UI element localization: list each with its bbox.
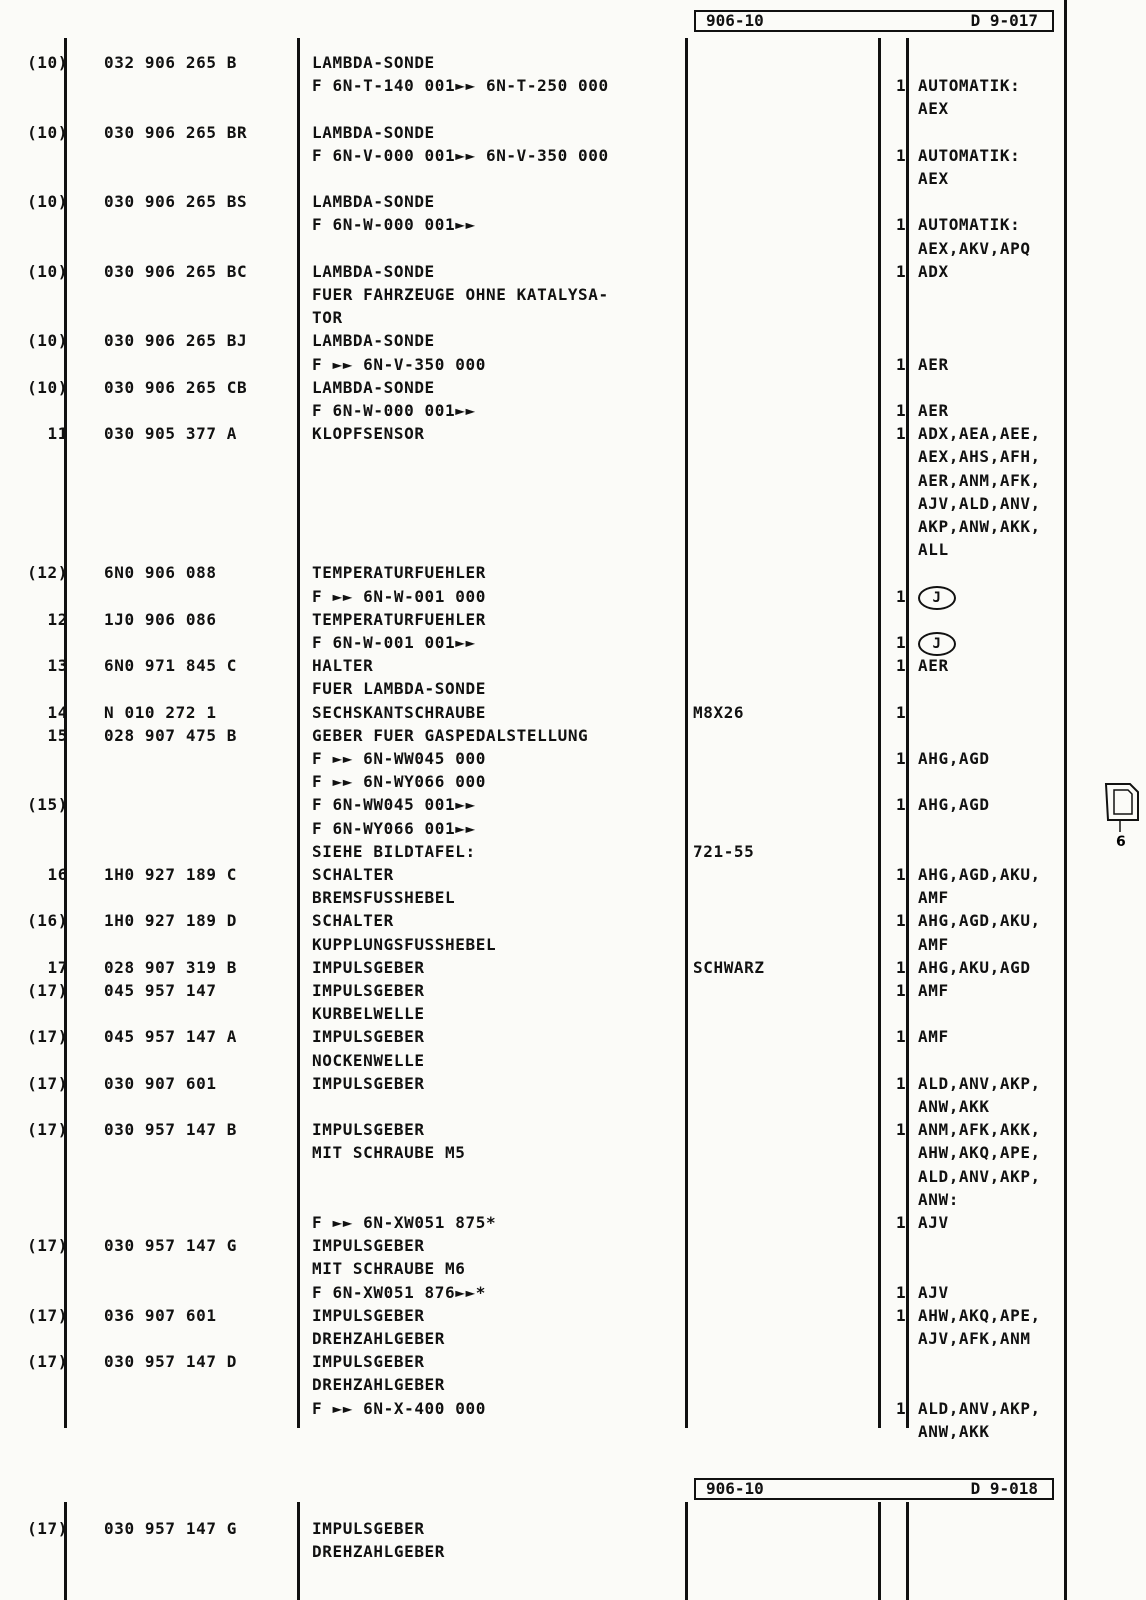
table-row [0,214,1060,236]
table-row [0,1235,1060,1257]
page-header-top [694,10,1054,32]
part-number: 036 907 601 [104,1305,217,1325]
table-row [0,887,1060,909]
item-ref: (10) [27,122,68,142]
part-number: 030 957 147 G [104,1236,238,1256]
description: LAMBDA-SONDE [312,261,435,281]
models: AJV [918,1213,949,1232]
item-ref: (16) [27,911,68,931]
table-row [0,957,1060,979]
models: ANW: [918,1189,959,1209]
table-row [0,586,1060,608]
table-row [0,52,1060,74]
item-ref: (17) [27,1027,68,1047]
quantity: 1 [896,1305,907,1325]
table-row [0,354,1060,376]
models: AMF [918,888,949,908]
page-number: D 9-017 [970,11,1038,30]
group-number: 906-10 [706,1479,764,1498]
circled-note-icon: J [918,632,956,656]
models: AHG,AGD [918,795,990,815]
description: KURBELWELLE [312,1004,425,1024]
models: AHG,AKU,AGD [918,957,1031,977]
description: TEMPERATURFUEHLER [312,609,486,629]
description: LAMBDA-SONDE [312,377,435,397]
description: IMPULSGEBER [312,957,425,977]
description: LAMBDA-SONDE [312,122,435,142]
table-row [0,284,1060,306]
table-row [0,1421,1060,1443]
models: AEX [918,99,949,119]
table-row [0,516,1060,538]
table-row [0,1026,1060,1048]
item-ref: (17) [27,1305,68,1325]
description: F ►► 6N-WY066 000 [312,772,486,792]
description: SCHALTER [312,865,394,884]
quantity: 1 [896,215,907,235]
models: AER,ANM,AFK, [918,470,1041,490]
table-row [0,562,1060,584]
dimension: SCHWARZ [693,957,765,977]
edge-tab-number: 6 [1116,834,1126,850]
table-row [0,725,1060,747]
part-number: 030 957 147 D [104,1352,238,1372]
table-row [0,1282,1060,1304]
table-row [0,238,1060,260]
part-number: 030 906 265 BJ [104,331,248,351]
description: SECHSKANTSCHRAUBE [312,702,486,722]
group-number: 906-10 [706,11,764,30]
dimension: 721-55 [693,841,755,861]
models: AER [918,401,949,420]
quantity: 1 [896,795,907,815]
table-row [0,655,1060,677]
table-row [0,678,1060,700]
description: NOCKENWELLE [312,1050,425,1070]
quantity: 1 [896,1398,907,1418]
models: AUTOMATIK: [918,76,1021,96]
description: IMPULSGEBER [312,1027,425,1047]
table-row [0,702,1060,724]
quantity: 1 [896,911,907,931]
quantity: 1 [896,354,907,374]
item-ref: (10) [27,192,68,212]
quantity: 1 [896,1120,907,1140]
description: LAMBDA-SONDE [312,192,435,212]
circled-note-icon: J [918,586,956,610]
table-row [0,1518,1060,1540]
quantity: 1 [896,656,907,676]
models: ALD,ANV,AKP, [918,1073,1041,1093]
part-number: 030 906 265 CB [104,377,248,397]
part-number: 030 957 147 G [104,1519,238,1538]
table-row [0,307,1060,329]
models: AER [918,354,949,374]
item-ref: 11 [47,424,68,444]
part-number: 032 906 265 B [104,53,238,72]
table-row [0,1189,1060,1211]
table-row [0,1328,1060,1350]
description: F ►► 6N-W-001 000 [312,586,486,606]
table-row [0,493,1060,515]
models: ADX [918,261,949,281]
item-ref: (15) [27,795,68,815]
page-header-bottom [694,1478,1054,1500]
part-number: 1H0 927 189 D [104,911,238,931]
quantity: 1 [896,957,907,977]
table-row [0,771,1060,793]
description: IMPULSGEBER [312,1073,425,1093]
description: IMPULSGEBER [312,1352,425,1372]
table-row [0,446,1060,468]
models: AMF [918,981,949,1000]
description: IMPULSGEBER [312,1120,425,1140]
part-number: 6N0 906 088 [104,563,217,583]
quantity: 1 [896,749,907,768]
item-ref: (12) [27,563,68,583]
models: ALD,ANV,AKP, [918,1398,1041,1418]
quantity: 1 [896,424,907,444]
models: AUTOMATIK: [918,145,1021,165]
quantity: 1 [896,145,907,165]
table-row [0,864,1060,886]
table-row [0,980,1060,1002]
table-row [0,1050,1060,1072]
quantity: 1 [896,1073,907,1093]
part-number: 045 957 147 A [104,1027,238,1047]
description: FUER FAHRZEUGE OHNE KATALYSA- [312,285,609,304]
description: SIEHE BILDTAFEL: [312,841,476,861]
part-number: 1J0 906 086 [104,609,217,629]
table-row [0,1541,1060,1563]
quantity: 1 [896,1282,907,1302]
table-row [0,145,1060,167]
description: LAMBDA-SONDE [312,331,435,351]
models: AHG,AGD,AKU, [918,911,1041,931]
table-row [0,122,1060,144]
table-row [0,632,1060,654]
description: FUER LAMBDA-SONDE [312,679,486,699]
description: IMPULSGEBER [312,981,425,1000]
table-row [0,1166,1060,1188]
description: F ►► 6N-X-400 000 [312,1398,486,1418]
dimension: M8X26 [693,702,745,722]
quantity: 1 [896,1213,907,1232]
part-number: 030 906 265 BC [104,261,248,281]
description: F ►► 6N-XW051 875* [312,1213,497,1232]
item-ref: (10) [27,377,68,397]
models: ALD,ANV,AKP, [918,1166,1041,1186]
description: LAMBDA-SONDE [312,53,435,72]
quantity: 1 [896,586,907,606]
item-ref: 13 [47,656,68,676]
description: TOR [312,308,343,328]
description: HALTER [312,656,374,676]
table-row [0,470,1060,492]
models: AHW,AKQ,APE, [918,1143,1041,1163]
item-ref: 15 [47,725,68,745]
quantity: 1 [896,865,907,884]
part-number: 030 905 377 A [104,424,238,444]
table-row [0,98,1060,120]
models: AEX,AKV,APQ [918,238,1031,258]
description: F 6N-T-140 001►► 6N-T-250 000 [312,76,609,96]
table-row [0,400,1060,422]
description: TEMPERATURFUEHLER [312,563,486,583]
models: AHG,AGD,AKU, [918,865,1041,884]
table-row [0,818,1060,840]
table-row [0,910,1060,932]
description: F 6N-W-000 001►► [312,215,476,235]
item-ref: (17) [27,1352,68,1372]
description: F 6N-W-001 001►► [312,633,476,652]
table-row [0,1003,1060,1025]
models: AMF [918,1027,949,1047]
description: GEBER FUER GASPEDALSTELLUNG [312,725,589,745]
item-ref: (17) [27,1120,68,1140]
models: ANW,AKK [918,1097,990,1116]
table-row [0,1073,1060,1095]
table-row [0,539,1060,561]
models: AEX [918,169,949,188]
description: F ►► 6N-WW045 000 [312,749,486,768]
description: F 6N-W-000 001►► [312,401,476,420]
quantity: 1 [896,1027,907,1047]
table-row [0,168,1060,190]
table-row [0,75,1060,97]
table-row [0,1212,1060,1234]
quantity: 1 [896,76,907,96]
item-ref: 16 [47,865,68,884]
table-row [0,1398,1060,1420]
description: F 6N-XW051 876►►* [312,1282,486,1302]
description: KLOPFSENSOR [312,424,425,444]
item-ref: (17) [27,1236,68,1256]
part-number: 030 957 147 B [104,1120,238,1140]
table-row [0,841,1060,863]
models: AMF [918,934,949,954]
part-number: 028 907 319 B [104,957,238,977]
models: ADX,AEA,AEE, [918,424,1041,444]
models: AUTOMATIK: [918,215,1021,235]
item-ref: 14 [47,702,68,722]
table-row [0,794,1060,816]
part-number: 030 906 265 BR [104,122,248,142]
table-row [0,1374,1060,1396]
item-ref: (17) [27,981,68,1000]
description: IMPULSGEBER [312,1305,425,1325]
part-number: 045 957 147 [104,981,217,1000]
item-ref: (10) [27,331,68,351]
description: KUPPLUNGSFUSSHEBEL [312,934,497,954]
description: MIT SCHRAUBE M5 [312,1143,466,1163]
item-ref: (17) [27,1073,68,1093]
column-rule-right [1064,0,1067,1600]
part-number: 030 907 601 [104,1073,217,1093]
description: F 6N-V-000 001►► 6N-V-350 000 [312,145,609,165]
part-number: 030 906 265 BS [104,192,248,212]
table-row [0,191,1060,213]
part-number: 028 907 475 B [104,725,238,745]
table-row [0,423,1060,445]
description: F ►► 6N-V-350 000 [312,354,486,374]
part-number: 6N0 971 845 C [104,656,238,676]
models: ALL [918,540,949,560]
table-row [0,609,1060,631]
models: AHW,AKQ,APE, [918,1305,1041,1325]
part-number: 1H0 927 189 C [104,865,238,884]
table-row [0,1351,1060,1373]
table-row [0,748,1060,770]
models: ANW,AKK [918,1421,990,1441]
description: IMPULSGEBER [312,1236,425,1256]
models: AEX,AHS,AFH, [918,447,1041,467]
quantity: 1 [896,401,907,420]
edge-tab-icon [1100,780,1142,850]
models: AJV,ALD,ANV, [918,493,1041,513]
item-ref: (17) [27,1519,68,1538]
models: AKP,ANW,AKK, [918,517,1041,536]
part-number: N 010 272 1 [104,702,217,722]
table-row [0,934,1060,956]
description: DREHZAHLGEBER [312,1329,446,1348]
table-row [0,261,1060,283]
item-ref: (10) [27,53,68,72]
table-row [0,330,1060,352]
page-number: D 9-018 [970,1479,1038,1498]
table-row [0,1142,1060,1164]
description: SCHALTER [312,911,394,931]
description: IMPULSGEBER [312,1519,425,1538]
table-row [0,1258,1060,1280]
models: AJV,AFK,ANM [918,1329,1031,1348]
table-row [0,1305,1060,1327]
quantity: 1 [896,981,907,1000]
quantity: 1 [896,633,907,652]
models: ANM,AFK,AKK, [918,1120,1041,1140]
quantity: 1 [896,261,907,281]
quantity: 1 [896,702,907,722]
table-row [0,1096,1060,1118]
description: F 6N-WW045 001►► [312,795,476,815]
description: BREMSFUSSHEBEL [312,888,456,908]
item-ref: (10) [27,261,68,281]
description: DREHZAHLGEBER [312,1542,446,1562]
description: DREHZAHLGEBER [312,1375,446,1395]
description: F 6N-WY066 001►► [312,818,476,838]
item-ref: 17 [47,957,68,977]
models: AHG,AGD [918,749,990,768]
table-row [0,377,1060,399]
description: MIT SCHRAUBE M6 [312,1259,466,1279]
item-ref: 12 [47,609,68,629]
models: AER [918,656,949,676]
models: AJV [918,1282,949,1302]
table-row [0,1119,1060,1141]
